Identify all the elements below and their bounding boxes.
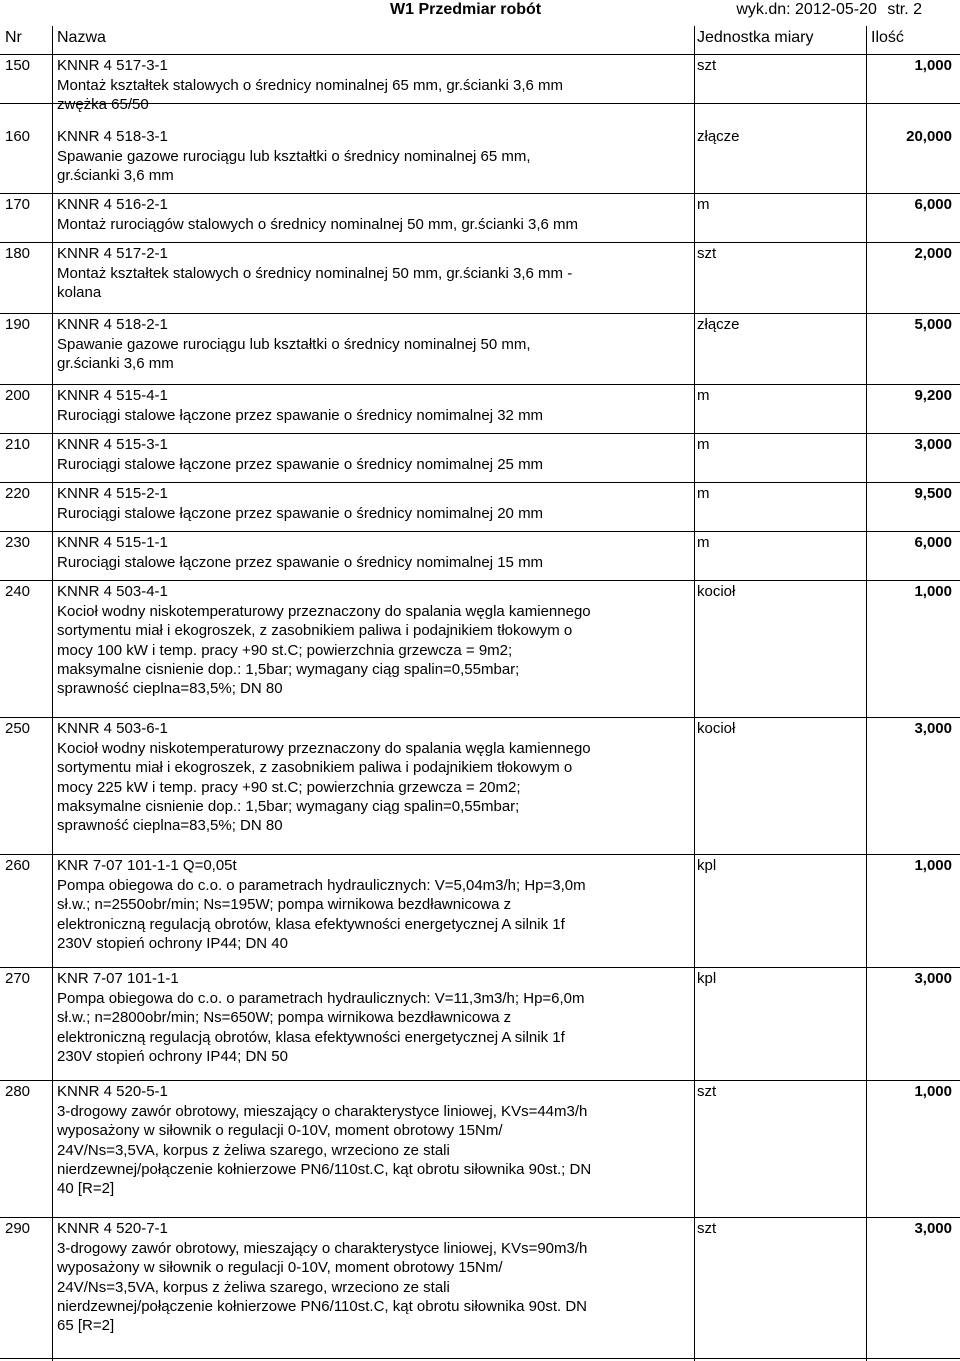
row-nr: 260 — [5, 857, 31, 874]
row-quantity: 6,000 — [914, 196, 952, 213]
row-unit: kpl — [697, 970, 717, 987]
row-code: KNNR 4 517-2-1 — [57, 245, 168, 262]
row-nr: 280 — [5, 1083, 31, 1100]
row-quantity: 1,000 — [914, 57, 952, 74]
page-number: str. 2 — [887, 1, 922, 18]
row-unit: m — [697, 534, 710, 551]
table-row — [0, 1081, 960, 1218]
row-description: Rurociągi stalowe łączone przez spawanie o średnicy nomimalnej 32 mm — [57, 407, 544, 424]
row-quantity: 1,000 — [914, 857, 952, 874]
row-unit: szt — [697, 57, 717, 74]
column-header-unit: Jednostka miary — [697, 29, 814, 46]
table-row — [0, 532, 960, 581]
row-nr: 150 — [5, 57, 31, 74]
row-nr: 160 — [5, 128, 31, 145]
row-nr: 240 — [5, 583, 31, 600]
row-description: Kocioł wodny niskotemperaturowy przeznaczony do spalania węgla kamiennego sortymentu miał i ekogroszek, z zasobnikiem paliwa i podajnikiem tłokowym o mocy 100 kW i temp. pracy +90 st.C; powierzchnia grzewcza = 9m2; maksymalne cisnienie dop.: 1,5bar; wymagany ciąg spalin=0,55mbar; sprawność cieplna=83,5%; DN 80 — [57, 603, 591, 698]
row-unit: złącze — [697, 128, 740, 145]
row-description: Montaż rurociągów stalowych o średnicy nominalnej 50 mm, gr.ścianki 3,6 mm — [57, 216, 579, 233]
row-nr: 290 — [5, 1220, 31, 1237]
row-code: KNNR 4 520-7-1 — [57, 1220, 168, 1237]
row-quantity: 1,000 — [914, 583, 952, 600]
row-nr: 180 — [5, 245, 31, 262]
table-row — [0, 194, 960, 243]
row-code: KNNR 4 515-3-1 — [57, 436, 168, 453]
row-description: Rurociągi stalowe łączone przez spawanie o średnicy nomimalnej 25 mm — [57, 456, 544, 473]
page-header — [0, 0, 960, 24]
row-code: KNNR 4 518-2-1 — [57, 316, 168, 333]
row-unit: m — [697, 387, 710, 404]
row-nr: 230 — [5, 534, 31, 551]
row-code: KNNR 4 518-3-1 — [57, 128, 168, 145]
table-row — [0, 126, 960, 194]
row-quantity: 3,000 — [914, 436, 952, 453]
row-quantity: 3,000 — [914, 720, 952, 737]
row-unit: kocioł — [697, 583, 736, 600]
row-description: Montaż kształtek stalowych o średnicy nominalnej 50 mm, gr.ścianki 3,6 mm - kolana — [57, 265, 573, 302]
row-code: KNNR 4 515-2-1 — [57, 485, 168, 502]
row-nr: 270 — [5, 970, 31, 987]
row-nr: 210 — [5, 436, 31, 453]
column-header-qty: Ilość — [871, 29, 904, 46]
row-quantity: 20,000 — [906, 128, 952, 145]
row-quantity: 9,200 — [914, 387, 952, 404]
document-meta — [730, 1, 922, 19]
table-row — [0, 483, 960, 532]
row-description: Rurociągi stalowe łączone przez spawanie o średnicy nomimalnej 15 mm — [57, 554, 544, 571]
row-nr: 200 — [5, 387, 31, 404]
row-description: Pompa obiegowa do c.o. o parametrach hydraulicznych: V=5,04m3/h; Hp=3,0m sł.w.; n=2550obr/min; Ns=195W; pompa wirnikowa bezdławnicowa z elektroniczną regulacją obrotów, klasa efektywności energetycznej A silnik 1f 230V stopień ochrony IP44; DN 40 — [57, 877, 586, 952]
row-quantity: 6,000 — [914, 534, 952, 551]
document-title: W1 Przedmiar robót — [390, 1, 542, 18]
table-row — [0, 243, 960, 314]
row-code: KNNR 4 503-6-1 — [57, 720, 168, 737]
row-unit: szt — [697, 245, 717, 262]
row-unit: kocioł — [697, 720, 736, 737]
row-quantity: 5,000 — [914, 316, 952, 333]
row-code: KNNR 4 515-1-1 — [57, 534, 168, 551]
row-code: KNNR 4 503-4-1 — [57, 583, 168, 600]
table-row — [0, 718, 960, 855]
row-nr: 170 — [5, 196, 31, 213]
row-quantity: 3,000 — [914, 1220, 952, 1237]
row-code: KNNR 4 515-4-1 — [57, 387, 168, 404]
row-quantity: 1,000 — [914, 1083, 952, 1100]
row-nr: 190 — [5, 316, 31, 333]
table-row — [0, 385, 960, 434]
row-description: 3-drogowy zawór obrotowy, mieszający o charakterystyce liniowej, KVs=44m3/h wyposażony w siłownik o regulacji 0-10V, moment obrotowy 15Nm/ 24V/Ns=3,5VA, korpus z żeliwa szarego, wrzeciono ze stali nierdzewnej/połączenie kołnierzowe PN6/110st.C, kąt obrotu siłownika 90st.; DN 40 [R=2] — [57, 1103, 592, 1198]
row-nr: 220 — [5, 485, 31, 502]
table-row — [0, 968, 960, 1081]
row-quantity: 3,000 — [914, 970, 952, 987]
row-nr: 250 — [5, 720, 31, 737]
row-unit: złącze — [697, 316, 740, 333]
table-header — [0, 26, 960, 55]
row-code: KNNR 4 516-2-1 — [57, 196, 168, 213]
column-header-nr: Nr — [5, 29, 22, 46]
row-description: Rurociągi stalowe łączone przez spawanie o średnicy nomimalnej 20 mm — [57, 505, 544, 522]
row-unit: kpl — [697, 857, 717, 874]
table-row — [0, 581, 960, 718]
table-row — [0, 55, 960, 114]
row-description: Montaż kształtek stalowych o średnicy nominalnej 65 mm, gr.ścianki 3,6 mm zwężka 65/50 — [57, 77, 564, 114]
row-description: Kocioł wodny niskotemperaturowy przeznaczony do spalania węgla kamiennego sortymentu miał i ekogroszek, z zasobnikiem paliwa i podajnikiem tłokowym o mocy 225 kW i temp. pracy +90 st.C; powierzchnia grzewcza = 20m2; maksymalne cisnienie dop.: 1,5bar; wymagany ciąg spalin=0,55mbar; sprawność cieplna=83,5%; DN 80 — [57, 740, 591, 835]
row-quantity: 9,500 — [914, 485, 952, 502]
row-unit: szt — [697, 1083, 717, 1100]
row-code: KNNR 4 517-3-1 — [57, 57, 168, 74]
document-date: wyk.dn: 2012-05-20 — [736, 1, 877, 18]
row-unit: m — [697, 196, 710, 213]
row-description: 3-drogowy zawór obrotowy, mieszający o charakterystyce liniowej, KVs=90m3/h wyposażony w siłownik o regulacji 0-10V, moment obrotowy 15Nm/ 24V/Ns=3,5VA, korpus z żeliwa szarego, wrzeciono ze stali nierdzewnej/połączenie kołnierzowe PN6/110st.C, kąt obrotu siłownika 90st. DN 65 [R=2] — [57, 1240, 588, 1335]
row-description: Spawanie gazowe rurociągu lub kształtki o średnicy nominalnej 65 mm, gr.ścianki 3,6 mm — [57, 148, 531, 185]
table-row — [0, 855, 960, 968]
row-description: Pompa obiegowa do c.o. o parametrach hydraulicznych: V=11,3m3/h; Hp=6,0m sł.w.; n=2800obr/min; Ns=650W; pompa wirnikowa bezdławnicowa z elektroniczną regulacją obrotów, klasa efektywności energetycznej A silnik 1f 230V stopień ochrony IP44; DN 50 — [57, 990, 585, 1065]
column-header-name: Nazwa — [57, 29, 106, 46]
row-code: KNR 7-07 101-1-1 — [57, 970, 179, 987]
row-code: KNR 7-07 101-1-1 Q=0,05t — [57, 857, 237, 874]
row-quantity: 2,000 — [914, 245, 952, 262]
row-code: KNNR 4 520-5-1 — [57, 1083, 168, 1100]
table-row — [0, 434, 960, 483]
row-description: Spawanie gazowe rurociągu lub kształtki o średnicy nominalnej 50 mm, gr.ścianki 3,6 mm — [57, 336, 531, 373]
table-row — [0, 1218, 960, 1359]
row-unit: szt — [697, 1220, 717, 1237]
row-unit: m — [697, 485, 710, 502]
row-unit: m — [697, 436, 710, 453]
table-row — [0, 314, 960, 385]
